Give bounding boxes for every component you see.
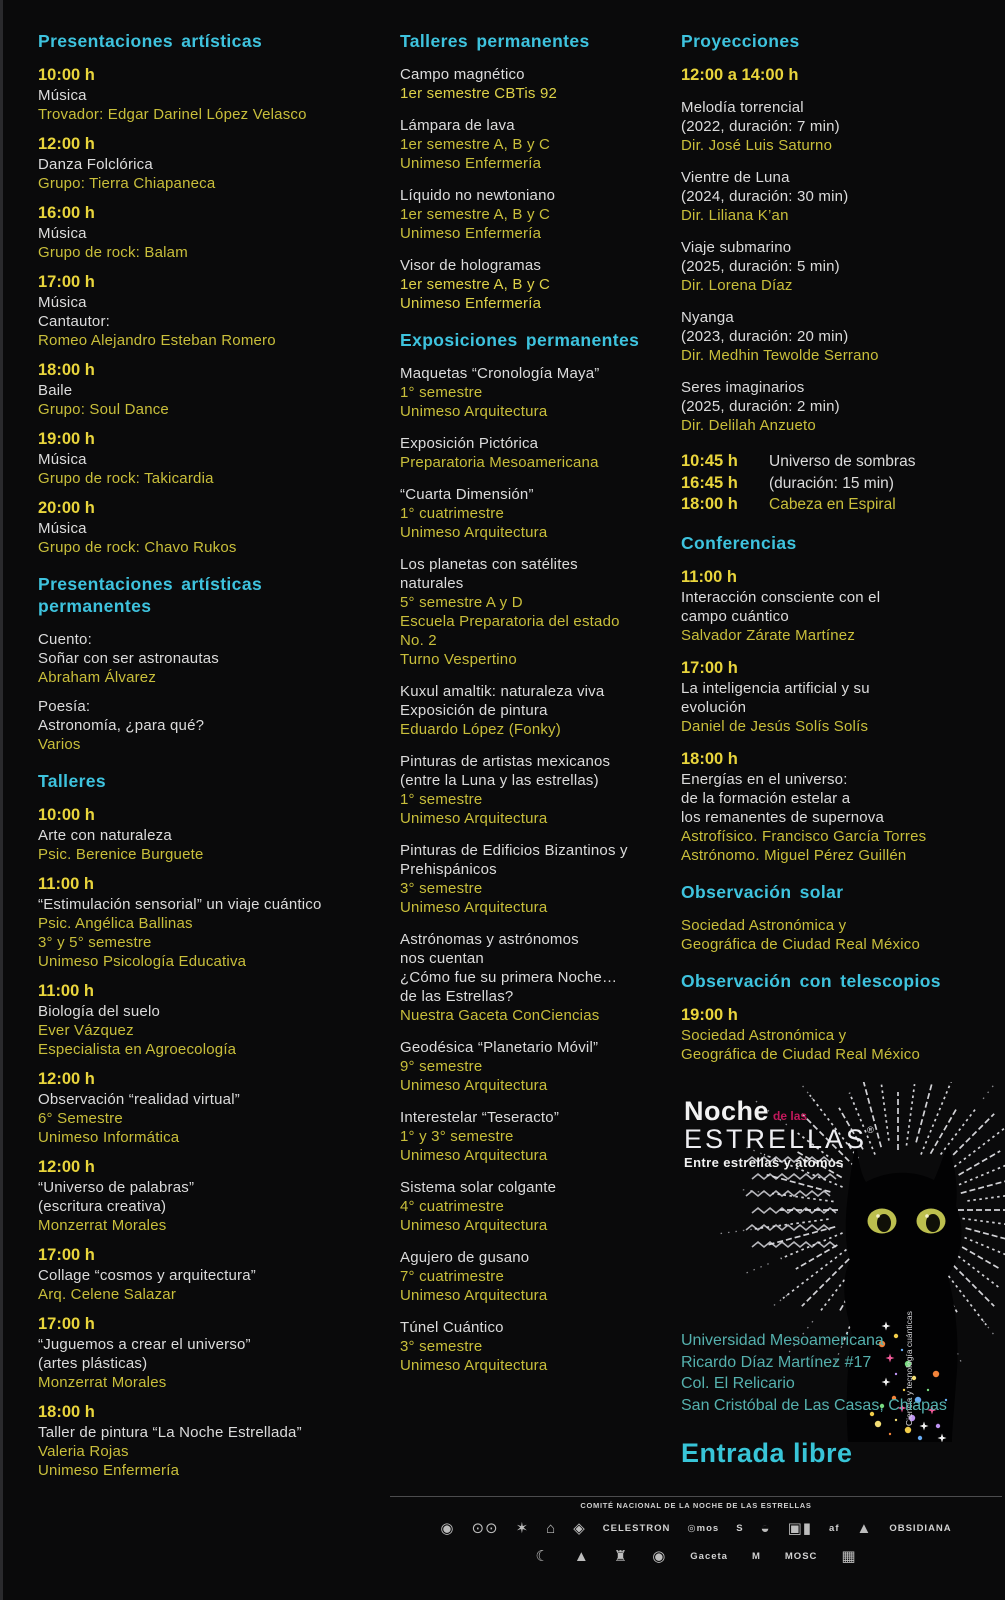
event-item [681,238,999,295]
event-item [400,485,675,542]
event-line: “Universo de palabras” [38,1179,195,1196]
section-header: Observación con telescopios [681,970,941,991]
event-line: Dir. Medhin Tewolde Serrano [681,347,879,364]
section-header: Conferencias [681,532,797,553]
halo-ray [961,1175,1005,1193]
event-item [400,930,675,1025]
event-item [38,272,373,350]
sparkle [895,1419,897,1421]
event-item [400,116,675,173]
event-item [38,1157,373,1235]
event-line: 1° cuatrimestre [400,505,505,522]
event-line: Unimeso Psicología Educativa [38,953,247,970]
wordmark-line1 [684,1098,877,1125]
halo-dotted-ray [983,1082,1005,1099]
event-line: Ever Vázquez [38,1022,134,1039]
event-line: Los planetas con satélites [400,556,578,573]
event-time: 18:00 h [38,361,95,379]
event-time: 17:00 h [38,1315,95,1333]
event-line: Música [38,294,87,311]
column-talleres-exposiciones [400,0,675,1388]
column-proyecciones-conferencias [681,0,999,1077]
venue-address [681,1330,1001,1416]
eye-glint-left [876,1214,880,1218]
event-line: Daniel de Jesús Solís Solís [681,717,869,735]
event-line: Túnel Cuántico [400,1319,504,1336]
event-item [38,134,373,193]
event-item [38,1402,373,1480]
event-line: 6° Semestre [38,1110,123,1127]
event-line: Exposición Pictórica [400,435,539,452]
noche-estrellas-wordmark [684,1098,877,1169]
sponsor-logo: ⊙⊙ [471,1520,499,1537]
event-item [38,981,373,1059]
sparkle [936,1424,940,1428]
event-line: Taller de pintura “La Noche Estrellada” [38,1424,302,1441]
halo-wave [746,1225,830,1230]
event-line: Pinturas de Edificios Bizantinos y [400,842,628,859]
screening-title: Universo de sombras [769,453,916,470]
event-line: Unimeso Arquitectura [400,524,548,541]
halo-waves [746,1157,836,1247]
event-line: Astrónomas y astrónomos [400,931,579,948]
event-line: Dir. Liliana K’an [681,207,789,224]
event-line: 9° semestre [400,1058,483,1075]
event-item [681,378,999,435]
event-item [681,658,999,736]
event-line: Música [38,225,87,242]
event-time: 19:00 h [681,1005,738,1024]
section-header: Talleres [38,771,107,791]
event-line: “Cuarta Dimensión” [400,486,534,503]
event-line: Interacción consciente con el [681,588,881,606]
event-item [38,697,373,754]
free-entry-label: Entrada libre [681,1438,853,1468]
event-item [681,1005,999,1064]
event-line: “Juguemos a crear el universo” [38,1336,251,1353]
event-item [38,805,373,864]
event-item [38,203,373,262]
sparkle [918,1436,922,1440]
event-line: Danza Folclórica [38,156,153,173]
event-line: Biología del suelo [38,1003,161,1020]
event-line: los remanentes de supernova [681,808,885,826]
event-line: Unimeso Informática [38,1129,180,1146]
event-line: “Estimulación sensorial” un viaje cuántico [38,896,322,913]
event-time: 10:00 h [38,66,95,84]
event-line: Unimeso Arquitectura [400,403,548,420]
halo-ray [954,1253,999,1288]
event-line: Geográfica de Ciudad Real México [681,935,921,953]
screening-time-row [681,494,999,516]
event-item [38,498,373,557]
event-line: 1° semestre [400,384,483,401]
event-item [38,429,373,488]
event-item [400,1038,675,1095]
sparkle [875,1421,881,1427]
event-time: 11:00 h [38,875,94,893]
event-line: Sistema solar colgante [400,1179,557,1196]
event-line: Valeria Rojas [38,1443,129,1460]
event-line: Unimeso Enfermería [400,295,542,312]
event-time: 10:00 h [38,806,95,824]
event-line: 3° semestre [400,880,483,897]
halo-ray [962,1218,1005,1226]
event-line: Escuela Preparatoria del estado [400,613,620,630]
event-line: 1° semestre [400,791,483,808]
event-time: 12:00 h [38,135,95,153]
event-line: Soñar con ser astronautas [38,650,219,667]
event-line: 1er semestre CBTis 92 [400,85,558,102]
vertical-caption: Ciencia y tecnología cuánticas [904,1311,914,1426]
sparkle [905,1427,911,1433]
screening-title: Cabeza en Espiral [769,496,896,513]
event-line: Exposición de pintura [400,702,548,719]
event-time: 18:00 h [681,749,738,768]
event-line: 3° y 5° semestre [38,934,152,951]
event-item [400,1318,675,1375]
event-line: Líquido no newtoniano [400,187,556,204]
event-line: La inteligencia artificial y su [681,679,870,697]
column-presentaciones-talleres [38,0,373,1490]
sponsor-logo: ▦ [841,1548,857,1565]
screening-time: 18:00 h [681,495,738,513]
committee-label: COMITÉ NACIONAL DE LA NOCHE DE LAS ESTRELLAS [580,1501,812,1510]
event-line: Música [38,451,87,468]
sponsor-logo-row-1 [390,1519,1002,1537]
event-time: 17:00 h [681,658,738,677]
event-line: Sociedad Astronómica y [681,916,847,934]
event-item [681,98,999,155]
address-line: Universidad Mesoamericana [681,1332,884,1349]
eye-glint-right [925,1214,929,1218]
wordmark-tagline: Entre estrellas y átomos [684,1155,844,1170]
address-line: Ricardo Díaz Martínez #17 [681,1353,872,1371]
event-line: Grupo: Soul Dance [38,401,169,418]
event-line: (artes plásticas) [38,1355,148,1372]
sponsor-logo: ◎mos [687,1522,720,1534]
event-line: campo cuántico [681,607,789,625]
footer-divider [390,1496,1002,1497]
event-line: Grupo: Tierra Chiapaneca [38,175,216,192]
halo-dotted-ray [718,1228,760,1234]
event-line: Varios [38,736,81,753]
event-line: (escritura creativa) [38,1198,167,1215]
screening-times-table [681,451,999,516]
event-line: Unimeso Arquitectura [400,1287,548,1304]
event-line: Cantautor: [38,313,111,330]
address-line: Col. El Relicario [681,1375,795,1392]
event-line: 1er semestre A, B y C [400,206,551,223]
event-line: Astrofísico. Francisco García Torres [681,827,927,845]
screening-time-row [681,451,999,473]
event-item [400,752,675,828]
event-line: nos cuentan [400,950,484,967]
wordmark-estrellas [684,1126,877,1153]
event-line: Eduardo López (Fonky) [400,721,561,738]
event-line: Música [38,87,87,104]
event-line: naturales [400,575,464,592]
event-line: Geodésica “Planetario Móvil” [400,1039,599,1056]
event-line: de las Estrellas? [400,988,514,1005]
event-time: 18:00 h [38,1403,95,1421]
event-item [38,65,373,124]
sponsor-logo: ▲ [573,1547,590,1565]
event-line: (2025, duración: 2 min) [681,398,840,415]
event-item [400,65,675,103]
event-line: Geográfica de Ciudad Real México [681,1045,921,1063]
section-header: Talleres permanentes [400,31,590,51]
event-line: Arq. Celene Salazar [38,1286,177,1303]
event-time: 20:00 h [38,499,95,517]
event-item [38,874,373,971]
sponsor-logo: ◉ [440,1520,455,1537]
halo-ray [906,1084,914,1145]
wordmark-estrellas-text: ESTRELLAS [684,1124,868,1154]
sponsor-logo: ◒ [760,1519,771,1537]
event-line: Observación “realidad virtual” [38,1091,240,1108]
event-line: Astrónomo. Miguel Pérez Guillén [681,846,907,864]
event-time: 11:00 h [38,982,94,1000]
event-line: Campo magnético [400,66,525,83]
event-line: Unimeso Arquitectura [400,810,548,827]
event-line: Baile [38,382,73,399]
halo-ray [959,1151,1001,1175]
event-item [400,1108,675,1165]
event-line: No. 2 [400,632,437,649]
event-line: Seres imaginarios [681,379,805,396]
sponsor-logo: ▲ [856,1519,873,1537]
event-item [681,916,999,954]
event-line: Lámpara de lava [400,117,515,134]
event-line: Preparatoria Mesoamericana [400,454,599,471]
event-line: Melodía torrencial [681,99,804,116]
event-line: (2022, duración: 7 min) [681,118,840,135]
sponsor-logo: S [736,1522,744,1534]
section-header: Presentaciones artísticas permanentes [38,574,263,616]
event-line: (entre la Luna y las estrellas) [400,772,599,789]
event-line: Romeo Alejandro Esteban Romero [38,332,276,349]
event-line: 3° semestre [400,1338,483,1355]
event-item [400,555,675,669]
event-item [400,1178,675,1235]
event-line: Astronomía, ¿para qué? [38,717,205,734]
event-item [681,567,999,645]
event-item [38,1069,373,1147]
halo-ray [967,1191,1005,1201]
event-line: Música [38,520,87,537]
event-time: 12:00 h [38,1070,95,1088]
event-line: Unimeso Enfermería [38,1462,180,1479]
event-time: 19:00 h [38,430,95,448]
event-line: Grupo de rock: Takicardia [38,470,214,487]
event-time: 17:00 h [38,1246,95,1264]
event-time: 12:00 h [38,1158,95,1176]
section-header: Proyecciones [681,31,800,51]
screening-time: 10:45 h [681,452,738,470]
event-time: 11:00 h [681,567,737,586]
event-line: Visor de hologramas [400,257,542,274]
screening-time: 16:45 h [681,473,738,492]
event-line: Dir. Lorena Díaz [681,277,793,294]
event-line: Arte con naturaleza [38,827,172,844]
halo-wave [752,1174,836,1179]
event-line: Maquetas “Cronología Maya” [400,365,600,382]
event-line: Unimeso Enfermería [400,225,542,242]
event-line: Abraham Álvarez [38,669,157,686]
halo-dotted-ray [773,1295,787,1306]
address-line: San Cristóbal de Las Casas, Chiapas [681,1396,947,1414]
event-line: Dir. José Luis Saturno [681,137,833,154]
sponsor-logo: Gaceta [690,1550,728,1562]
event-item [400,364,675,421]
event-line: 1° y 3° semestre [400,1128,514,1145]
event-line: (2025, duración: 5 min) [681,258,840,275]
sponsor-logo: ✶ [515,1520,530,1537]
event-item [400,682,675,739]
event-line: Unimeso Arquitectura [400,1147,548,1164]
section-header: Presentaciones artísticas [38,31,263,51]
sponsor-logo: ☾ [535,1548,550,1565]
event-line: Grupo de rock: Chavo Rukos [38,539,237,556]
sponsor-logo: CELESTRON [602,1522,671,1534]
event-line: Unimeso Arquitectura [400,1077,548,1094]
sparkle [889,1433,891,1435]
event-line: Energías en el universo: [681,770,848,788]
event-line: 4° cuatrimestre [400,1198,505,1215]
event-line: Pinturas de artistas mexicanos [400,753,611,770]
halo-ray [767,1227,836,1245]
sponsors-footer [390,1496,1002,1565]
event-line: de la formación estelar a [681,789,851,807]
event-line: Nuestra Gaceta ConCiencias [400,1007,600,1024]
sponsor-logo: OBSIDIANA [889,1522,952,1534]
sponsor-logo: ◈ [573,1520,586,1537]
event-time: 16:00 h [38,204,95,222]
wordmark-noche: Noche [684,1096,770,1126]
event-line: Trovador: Edgar Darinel López Velasco [38,106,307,123]
event-line: Prehispánicos [400,861,497,878]
halo-wave [752,1242,836,1247]
event-line: Psic. Berenice Burguete [38,846,204,863]
event-line: 1er semestre A, B y C [400,276,551,293]
event-line: Especialista en Agroecología [38,1041,237,1058]
event-item [400,841,675,917]
halo-ray [954,1243,1000,1270]
event-item [400,434,675,472]
event-item [681,308,999,365]
event-time: 17:00 h [38,273,95,291]
event-item [681,749,999,865]
sponsor-logo: ▣▮ [787,1520,813,1537]
halo-ray [931,1108,958,1154]
event-line: 1er semestre A, B y C [400,136,551,153]
screening-time-row [681,473,999,495]
event-line: Psic. Angélica Ballinas [38,915,193,932]
sponsor-logo: ◉ [652,1548,667,1565]
sponsor-logo: ♜ [613,1548,629,1565]
event-line: Poesía: [38,698,91,715]
event-line: ¿Cómo fue su primera Noche… [400,969,618,986]
event-line: Nyanga [681,309,734,326]
event-line: Salvador Zárate Martínez [681,626,856,644]
halo-ray [879,1082,889,1141]
sponsor-logo: ⌂ [546,1519,557,1537]
event-line: (2023, duración: 20 min) [681,328,849,345]
event-line: Collage “cosmos y arquitectura” [38,1267,256,1284]
halo-ray [966,1228,1005,1245]
event-line: Monzerrat Morales [38,1217,167,1234]
event-item [681,168,999,225]
time-range: 12:00 a 14:00 h [681,66,799,84]
halo-dotted-ray [802,1085,813,1099]
halo-ray [916,1082,933,1142]
event-item [38,1314,373,1392]
sponsor-logo: af [829,1522,840,1534]
halo-ray [941,1109,976,1154]
event-item [400,186,675,243]
event-line: Cuento: [38,631,92,648]
event-item [400,256,675,313]
halo-ray [950,1122,1005,1171]
event-item [400,1248,675,1305]
event-line: Dir. Delilah Anzueto [681,417,816,434]
registered-mark: ® [867,1125,877,1135]
sponsor-logo: M [751,1550,761,1562]
section-header: Observación solar [681,881,844,902]
event-line: Grupo de rock: Balam [38,244,188,261]
event-line: Unimeso Enfermería [400,155,542,172]
event-line: Unimeso Arquitectura [400,1217,548,1234]
sponsor-logo: MOSC [784,1550,818,1562]
section-header: Exposiciones permanentes [400,330,640,350]
event-line: Vientre de Luna [681,169,790,186]
event-line: Unimeso Arquitectura [400,899,548,916]
event-line: 7° cuatrimestre [400,1268,505,1285]
event-item [38,1245,373,1304]
event-line: evolución [681,698,747,716]
event-line: Agujero de gusano [400,1249,530,1266]
sponsor-logo-row-2 [390,1547,1002,1565]
halo-ray [796,1245,838,1269]
event-line: (2024, duración: 30 min) [681,188,849,205]
event-line: Unimeso Arquitectura [400,1357,548,1374]
event-line: Viaje submarino [681,239,792,256]
screening-title: (duración: 15 min) [769,474,894,492]
event-line: 5° semestre A y D [400,594,523,611]
event-line: Interestelar “Teseracto” [400,1109,560,1126]
event-line: Kuxul amaltik: naturaleza viva [400,683,605,700]
event-item [38,360,373,419]
event-item [38,630,373,687]
event-line: Sociedad Astronómica y [681,1026,847,1044]
event-line: Monzerrat Morales [38,1374,167,1391]
wordmark-de-las: de las [773,1109,808,1123]
event-line: Turno Vespertino [400,651,517,668]
halo-dotted-ray [741,1264,769,1276]
